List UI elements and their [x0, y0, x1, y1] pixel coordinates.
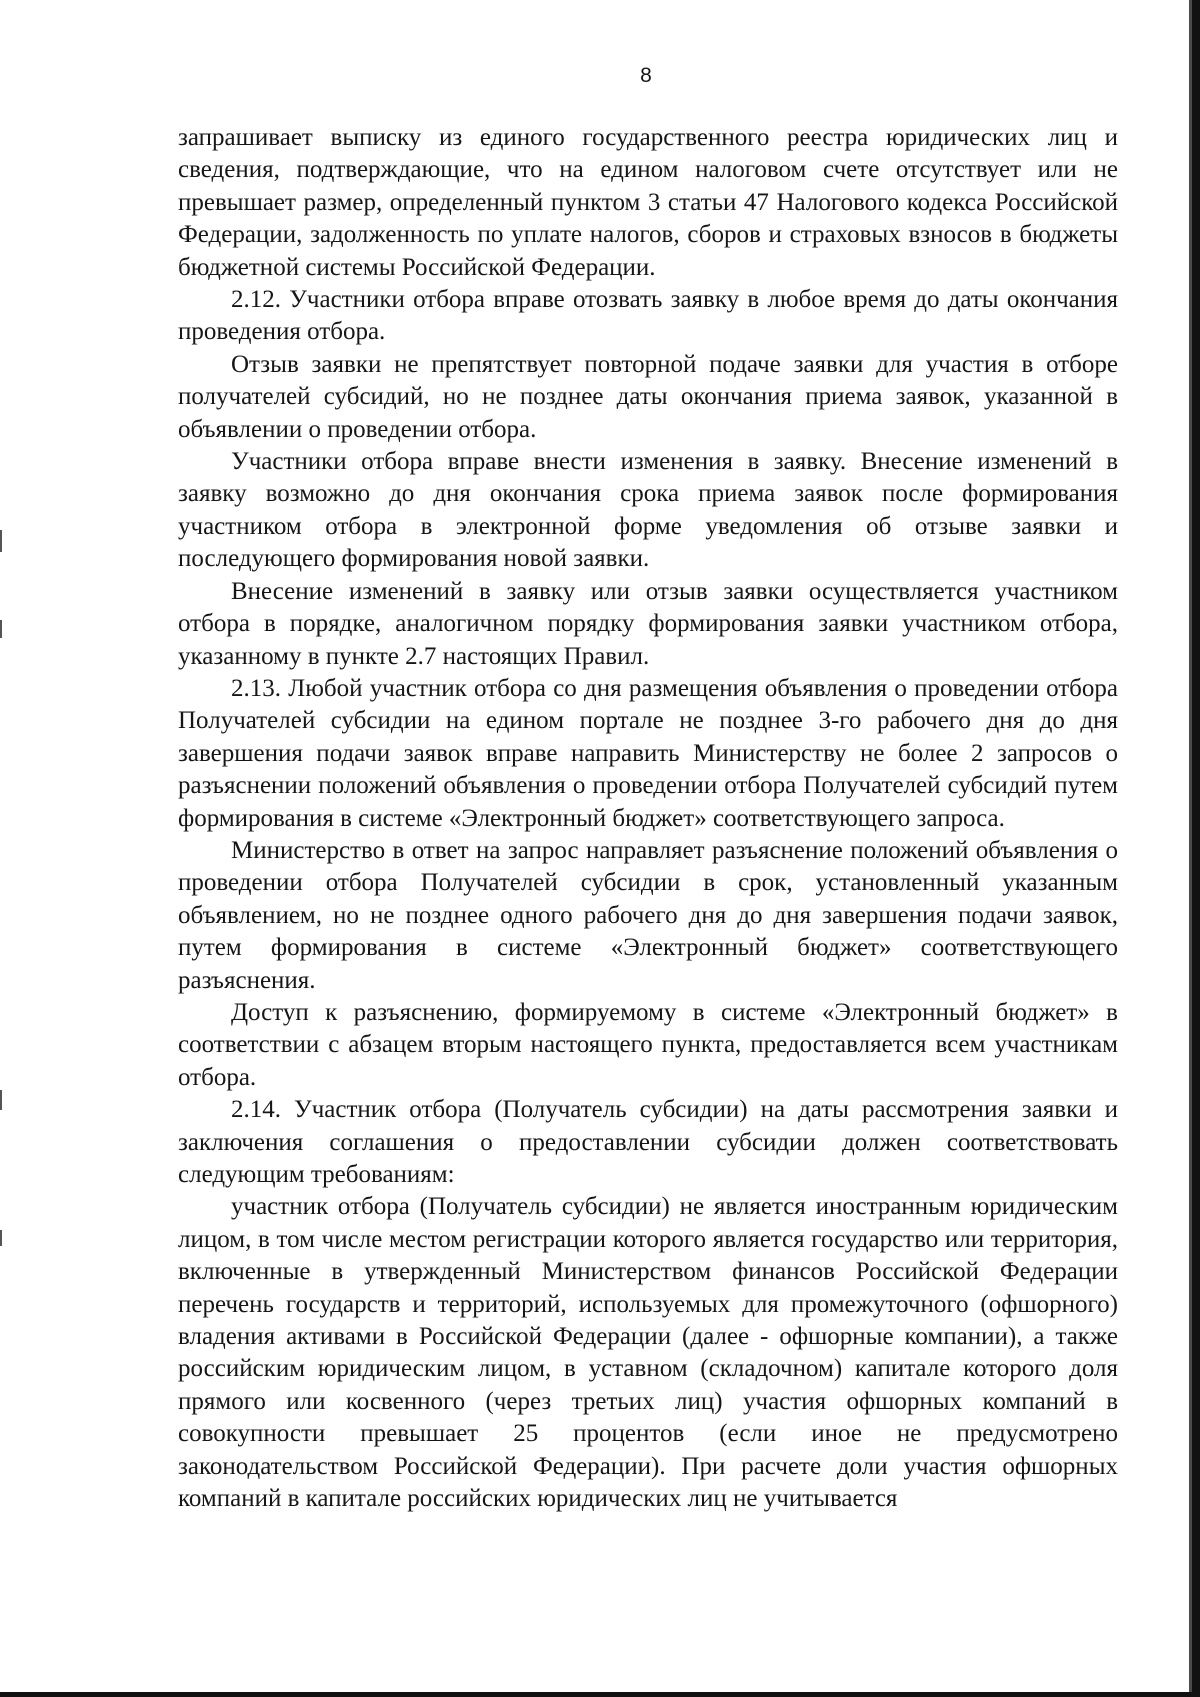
- scan-binding-marks: [0, 0, 3, 1697]
- paragraph-2-14: 2.14. Участник отбора (Получатель субсидии) на даты рассмотрения заявки и заключения соглашения о предоставлении субсидии должен соответствовать следующим требованиям:: [178, 1096, 1118, 1188]
- document-body: [178, 122, 1118, 1515]
- paragraph-2-13: 2.13. Любой участник отбора со дня размещения объявления о проведении отбора Получателей субсидии на едином портале не позднее 3-го рабочего дня до дня завершения подачи заявок вправе направить Министерству не более 2 запросов о разъяснении положений объявления о проведении отбора Получателей субсидий путем формирования в системе «Электронный бюджет» соответствующего запроса.: [178, 674, 1118, 832]
- paragraph-changes: Участники отбора вправе внести изменения в заявку. Внесение изменений в заявку возможно до дня окончания срока приема заявок после формирования участником отбора в электронной форме уведомления об отзыве заявки и последующего формирования новой заявки.: [178, 448, 1118, 573]
- scan-edge-bottom: [0, 1692, 1200, 1697]
- paragraph-offshore-requirement: участник отбора (Получатель субсидии) не является иностранным юридическим лицом, в том числе местом регистрации которого является государство или территория, включенные в утвержденный Министерством финансов Российской Федерации перечень государств и территорий, используемых для промежуточного (офшорного) владения активами в Российской Федерации (далее - офшорные компании), а также российским юридическим лицом, в уставном (складочном) капитале которого доля прямого или косвенного (через третьих лиц) участия офшорных компаний в совокупности превышает 25 процентов (если иное не предусмотрено законодательством Российской Федерации). При расчете доли участия офшорных компаний в капитале российских юридических лиц не учитывается: [178, 1193, 1118, 1513]
- paragraph-continuation: запрашивает выписку из единого государственного реестра юридических лиц и сведения, подтверждающие, что на едином налоговом счете отсутствует или не превышает размер, определенный пунктом 3 статьи 47 Налогового кодекса Российской Федерации, задолженность по уплате налогов, сборов и страховых взносов в бюджеты бюджетной системы Российской Федерации.: [178, 124, 1118, 281]
- paragraph-ministry-response: Министерство в ответ на запрос направляет разъяснение положений объявления о проведении отбора Получателей субсидии в срок, установленный указанным объявлением, но не позднее одного рабочего дня до дня завершения подачи заявок, путем формирования в системе «Электронный бюджет» соответствующего разъяснения.: [178, 836, 1118, 994]
- scan-edge-right: [1192, 0, 1200, 1697]
- paragraph-access: Доступ к разъяснению, формируемому в системе «Электронный бюджет» в соответствии с абзацем вторым настоящего пункта, предоставляется всем участникам отбора.: [178, 998, 1118, 1091]
- paragraph-2-12: 2.12. Участники отбора вправе отозвать заявку в любое время до даты окончания проведения отбора.: [178, 286, 1118, 346]
- paragraph-withdrawal: Отзыв заявки не препятствует повторной подаче заявки для участия в отборе получателей субсидий, но не позднее даты окончания приема заявок, указанной в объявлении о проведении отбора.: [178, 350, 1118, 443]
- page-number: 8: [640, 64, 652, 87]
- paragraph-changes-procedure: Внесение изменений в заявку или отзыв заявки осуществляется участником отбора в порядке, аналогичном порядку формирования заявки участником отбора, указанному в пункте 2.7 настоящих Правил.: [178, 577, 1118, 670]
